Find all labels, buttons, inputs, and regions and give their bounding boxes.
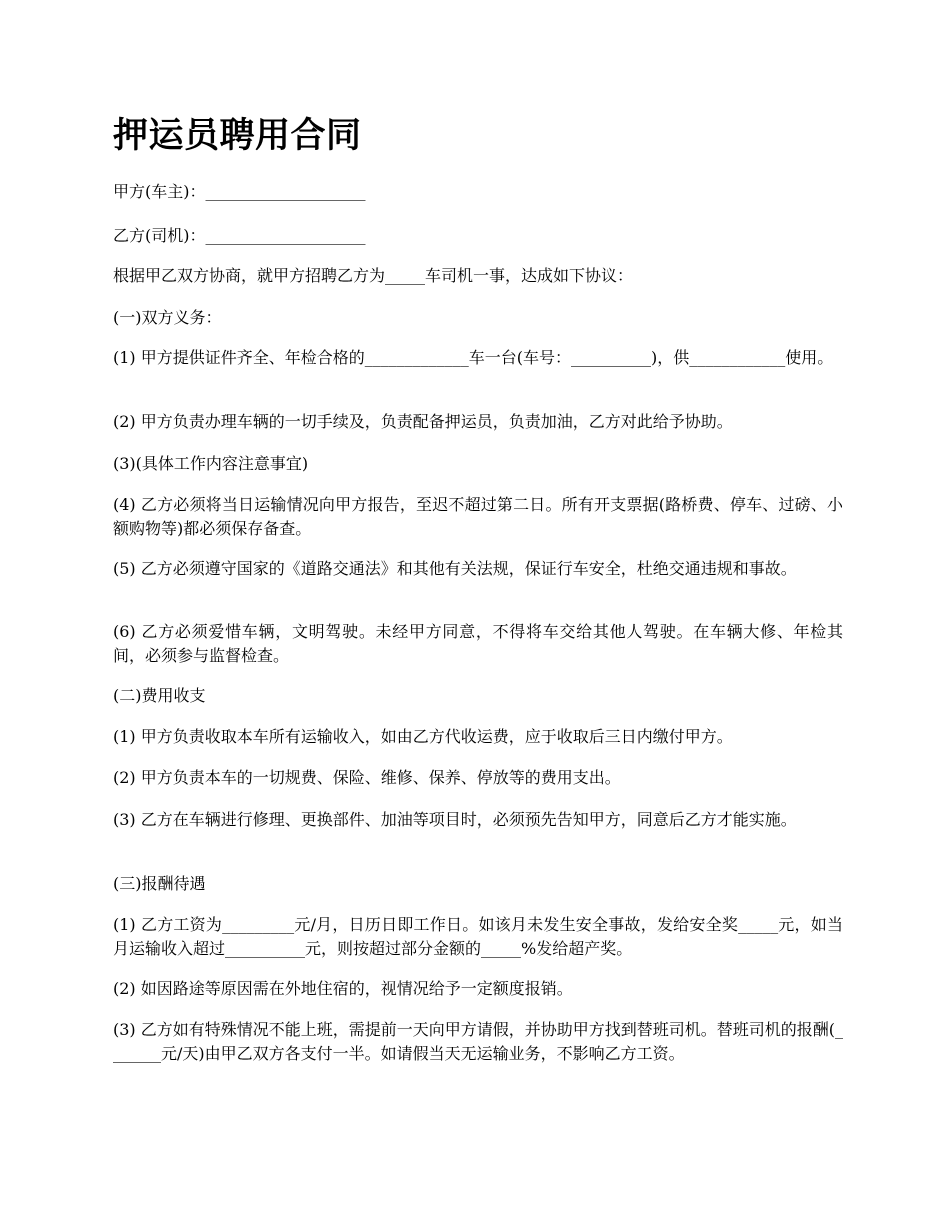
clause-1-5: (5) 乙方必须遵守国家的《道路交通法》和其他有关法规，保证行车安全，杜绝交通违规和事故。 [113, 559, 797, 578]
document-title: 押运员聘用合同 [113, 116, 362, 156]
party-a-line: 甲方(车主)：____________________ [113, 182, 366, 201]
clause-3-2: (2) 如因路途等原因需在外地住宿的，视情况给予一定额度报销。 [113, 979, 573, 998]
clause-1-2: (2) 甲方负责办理车辆的一切手续及，负责配备押运员，负责加油，乙方对此给予协助。 [113, 412, 733, 431]
agreement-intro: 根据甲乙双方协商，就甲方招聘乙方为_____车司机一事，达成如下协议： [113, 266, 634, 285]
clause-3-1: (1) 乙方工资为_________元/月，日历日即工作日。如该月未发生安全事故，发给安全奖_____元，如当月运输收入超过__________元，则按超过部分金额的_____%发给超产奖。 [113, 915, 843, 958]
clause-2-1: (1) 甲方负责收取本车所有运输收入，如由乙方代收运费，应于收取后三日内缴付甲方。 [113, 727, 733, 746]
section-heading-compensation: (三)报酬待遇 [113, 874, 206, 893]
clause-2-2: (2) 甲方负责本车的一切规费、保险、维修、保养、停放等的费用支出。 [113, 768, 621, 787]
clause-1-1: (1) 甲方提供证件齐全、年检合格的_____________车一台(车号：__________)，供____________使用。 [113, 348, 834, 367]
section-heading-expenses: (二)费用收支 [113, 686, 206, 705]
clause-1-6: (6) 乙方必须爱惜车辆，文明驾驶。未经甲方同意，不得将车交给其他人驾驶。在车辆大修、年检其间，必须参与监督检查。 [113, 622, 843, 665]
clause-2-3: (3) 乙方在车辆进行修理、更换部件、加油等项目时，必须预先告知甲方，同意后乙方才能实施。 [113, 810, 797, 829]
clause-1-4: (4) 乙方必须将当日运输情况向甲方报告，至迟不超过第二日。所有开支票据(路桥费、停车、过磅、小额购物等)都必须保存备查。 [113, 495, 843, 538]
clause-3-3: (3) 乙方如有特殊情况不能上班，需提前一天向甲方请假，并协助甲方找到替班司机。替班司机的报酬(_______元/天)由甲乙双方各支付一半。如请假当天无运输业务，不影响乙方工资。 [113, 1020, 843, 1063]
party-b-line: 乙方(司机)：____________________ [113, 226, 366, 245]
section-heading-obligations: (一)双方义务： [113, 308, 222, 327]
clause-1-3: (3)(具体工作内容注意事宜) [113, 454, 309, 473]
